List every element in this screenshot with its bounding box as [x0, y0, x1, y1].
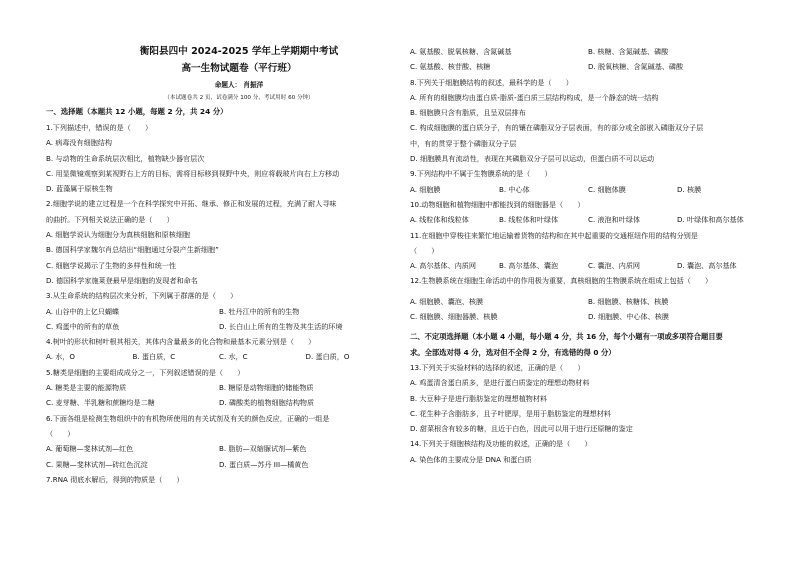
question-13-option-d: D. 甜菜根含有较多的糖，且近于白色，因此可以用于进行还原糖的鉴定: [410, 424, 633, 434]
question-6-stem-line-2: （ ）: [46, 428, 75, 438]
question-8-option-c-line-1: C. 构成细胞膜的蛋白质分子，有的镶在磷脂双分子层表面，有的部分或全部嵌入磷脂双分子层: [410, 123, 704, 133]
question-7-options-row-2: [410, 59, 766, 74]
exam-author: 命题人： 肖振洋: [214, 81, 264, 89]
question-13-option-b: B. 大豆种子是进行脂肪鉴定的理想植物材料: [410, 393, 548, 403]
exam-subtitle: 高一生物试题卷（平行班）: [181, 63, 297, 74]
section-heading-1: 一、选择题（本题共 12 小题，每题 2 分，共 24 分）: [46, 107, 228, 116]
question-13-stem: 13.下列关于实验材料的选择的叙述，正确的是（ ）: [410, 362, 585, 372]
question-4-stem: 4.树叶的形状和树叶根其相关，其体内含量最多的化合物和最基本元素分别是（ ）: [46, 337, 316, 347]
question-10-option-a: A. 线粒体和线粒体: [410, 215, 469, 225]
question-14-stem: 14.下列关于细胞核结构及功能的叙述，正确的是（ ）: [410, 439, 592, 449]
question-11-options-row: [410, 258, 766, 273]
question-10-options-row: [410, 212, 766, 227]
question-7-option-b: B. 核糖、含氮碱基、磷酸: [588, 47, 669, 56]
question-5-options-row-2: [46, 395, 392, 410]
question-2-option-d: D. 德国科学家施莱登最早是细胞的发现者和命名: [46, 275, 198, 285]
question-8-option-a: A. 所有的细胞膜均由蛋白质-脂质-蛋白质三层结构构成，是一个静态的统一结构: [410, 92, 659, 102]
question-9-option-a: A. 细胞膜: [410, 184, 441, 194]
question-10-option-c: C. 液泡和叶绿体: [588, 215, 641, 225]
question-10-stem: 10.动物细胞和植物细胞中都能找到的细胞器是（ ）: [410, 199, 585, 209]
question-5-options-row-1: [46, 380, 392, 395]
question-8-stem: 8.下列关于细胞膜结构的叙述，最科学的是（ ）: [410, 77, 573, 87]
question-12-stem: 12.生物膜系统在细胞生命活动中的作用极为重要，真核细胞的生物膜系统在组成上包括（ ）: [410, 276, 713, 286]
question-12-options-row-1: [410, 294, 766, 309]
exam-note: （本试题卷共 2 页，试卷满分 100 分，考试用时 60 分钟）: [164, 95, 314, 101]
question-5-option-c: C. 麦芽糖、半乳糖和蔗糖均是二糖: [46, 398, 155, 408]
question-6-option-c: C. 果糖—斐林试剂—砖红色沉淀: [46, 459, 148, 469]
section-heading-2-line-1: 二、不定项选择题（本小题 4 小题，每小题 4 分，共 16 分，每个小题有一项或多项符合题目要: [410, 332, 723, 342]
question-5-option-a: A. 糖类是主要的能源物质: [46, 383, 127, 393]
question-4-options-row: [46, 349, 392, 364]
question-6-option-b: B. 脂肪—双缩脲试剂—紫色: [219, 444, 307, 454]
question-8-option-b: B. 细胞膜只含有脂质，且呈双层排布: [410, 108, 526, 118]
question-7-option-d: D. 脱氧核糖、含氮碱基、磷酸: [588, 62, 684, 72]
question-6-options-row-2: [46, 457, 392, 472]
question-2-option-a: A. 细胞学说认为细胞分为真核细胞和原核细胞: [46, 230, 191, 240]
question-6-option-a: A. 葡萄糖—斐林试剂—红色: [46, 444, 134, 454]
question-2-option-c: C. 细胞学说揭示了生物的多样性和统一性: [46, 260, 177, 270]
question-5-option-d: D. 磷酸类的植物细胞结构物质: [219, 398, 315, 408]
question-11-option-b: B. 高尔基体、囊泡: [499, 261, 559, 271]
question-2-stem-line-1: 2.细胞学说的建立过程是一个在科学探究中开拓、继承、修正和发展的过程，充满了耐人寻味: [46, 199, 337, 209]
question-6-options-row-1: [46, 441, 392, 456]
right-column: [410, 44, 766, 467]
question-9-option-c: C. 细胞体膜: [588, 184, 626, 194]
question-7-option-a: A. 氨基酸、脱氧核糖、含氮碱基: [410, 47, 512, 56]
question-1-option-c: C. 用显微镜观察到某视野右上方的目标，需将目标移到视野中央，则应将载玻片向右上方移动: [46, 168, 340, 178]
question-11-stem-line-1: 11.在细胞中穿梭往来繁忙地运输着货物的结构和在其中起重要的交通枢纽作用的结构分别是: [410, 230, 698, 240]
section-heading-2-line-2: 求。全部选对得 4 分，选对但不全得 2 分，有选错的得 0 分）: [410, 347, 616, 357]
question-3-options-row-1: [46, 304, 392, 319]
question-7-option-c: C. 氨基酸、核苷酸、核糖: [410, 62, 491, 72]
question-11-option-a: A. 高尔基体、内质网: [410, 261, 476, 271]
question-1-option-d: D. 蓝藻属于原核生物: [46, 184, 113, 194]
question-6-stem-line-1: 6.下面各组是检测生物组织中的有机物所使用的有关试剂及有关的颜色反应，正确的一组是: [46, 413, 330, 423]
question-12-option-b: B. 细胞膜、核糖体、核膜: [588, 296, 669, 306]
question-10-option-b: B. 线粒体和叶绿体: [499, 215, 559, 225]
question-4-option-d: D. 蛋白质，O: [305, 352, 350, 362]
question-12-option-c: C. 细胞膜、细胞器膜、核膜: [410, 312, 498, 322]
left-column: [46, 44, 392, 487]
question-4-option-b: B. 蛋白质，C: [132, 352, 176, 362]
question-10-option-d: D. 叶绿体和高尔基体: [677, 215, 744, 225]
question-11-option-d: D. 囊泡、高尔基体: [677, 261, 737, 271]
question-9-stem: 9.下列结构中不属于生物膜系统的是（ ）: [410, 169, 552, 179]
question-8-option-d: D. 细胞膜具有流动性，表现在其磷脂双分子层可以运动，但蛋白质不可以运动: [410, 154, 655, 164]
question-3-option-a: A. 山谷中的上亿只蝴蝶: [46, 306, 120, 316]
question-11-stem-line-2: （ ）: [410, 245, 439, 255]
question-7-stem: 7.RNA 彻底水解后，得到的物质是（ ）: [46, 474, 184, 484]
question-3-options-row-2: [46, 319, 392, 334]
question-1-stem: 1.下列描述中，错误的是（ ）: [46, 123, 153, 132]
question-3-option-b: B. 牡丹江中的所有的生物: [219, 306, 300, 316]
question-12-options-row-2: [410, 309, 766, 324]
question-8-option-c-line-2: 中，有的贯穿于整个磷脂双分子层: [410, 138, 517, 148]
question-1-option-b: B. 与动物的生命系统层次相比，植物缺少器官层次: [46, 153, 205, 163]
question-12-option-d: D. 细胞膜、中心体、核膜: [588, 312, 669, 322]
question-4-option-c: C. 水，C: [219, 352, 248, 362]
question-1-option-a: A. 病毒没有细胞结构: [46, 138, 112, 148]
question-5-stem: 5.糖类是细胞的主要组成成分之一，下列叙述错误的是（ ）: [46, 367, 245, 377]
question-3-option-c: C. 鸡蛋中的所有的草鱼: [46, 321, 120, 331]
question-7-options-row-1: [410, 44, 766, 59]
question-12-option-a: A. 细胞膜、囊泡、核膜: [410, 296, 484, 306]
question-2-stem-line-2: 的曲折。下列相关说法正确的是（ ）: [46, 214, 174, 224]
question-11-option-c: C. 囊泡、内质网: [588, 261, 641, 271]
question-13-option-a: A. 鸡蛋清含蛋白质多，是进行蛋白质鉴定的理想动物材料: [410, 378, 590, 388]
question-6-option-d: D. 蛋白质—苏丹 III—橘黄色: [219, 459, 309, 469]
question-14-option-a: A. 染色体的主要成分是 DNA 和蛋白质: [410, 454, 532, 464]
question-2-option-b: B. 德国科学家魏尔肖总结出“细胞通过分裂产生新细胞”: [46, 245, 219, 255]
question-9-option-d: D. 核膜: [677, 184, 702, 194]
question-4-option-a: A. 水，O: [46, 352, 76, 362]
question-13-option-c: C. 花生种子含脂肪多，且子叶肥厚，是用于脂肪鉴定的理想材料: [410, 408, 611, 418]
question-3-stem: 3.从生命系统的结构层次来分析，下列属于群落的是（ ）: [46, 291, 238, 301]
question-3-option-d: D. 长白山上所有的生物及其生活的环境: [219, 321, 343, 331]
question-5-option-b: B. 糖原是动物细胞的储能物质: [219, 383, 314, 393]
exam-title: 衡阳县四中 2024-2025 学年上学期期中考试: [139, 46, 339, 57]
question-9-option-b: B. 中心体: [499, 184, 530, 194]
question-9-options-row: [410, 182, 766, 197]
